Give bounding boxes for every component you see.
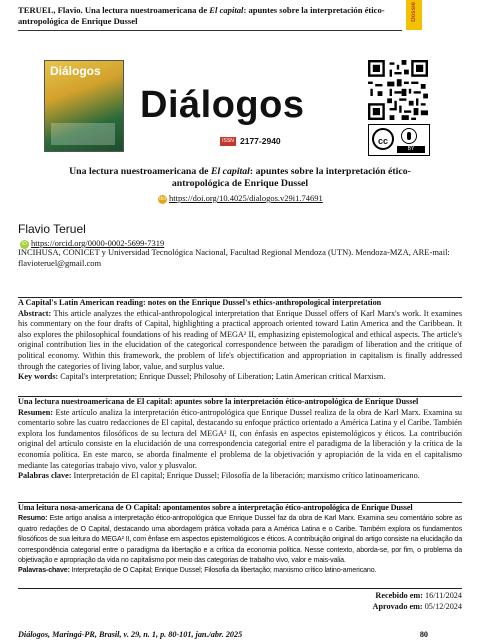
english-abstract-block (18, 298, 462, 383)
section-tab (406, 0, 422, 30)
qr-code-icon (368, 60, 428, 120)
article-title-prefix: Una lectura nuestroamericana de (69, 166, 211, 177)
attribution-icon (401, 128, 417, 144)
footer-citation: Diálogos, Maringá-PR, Brasil, v. 29, n. 1, p. 80-101, jan./abr. 2025 (18, 630, 243, 639)
cc-icon: cc (372, 128, 394, 150)
journal-cover-image (44, 60, 124, 152)
cover-title: Diálogos (50, 64, 101, 78)
portuguese-abstract: Este artigo analisa a interpretação ético-antropológica que Enrique Dussel faz da obra de Karl Marx. Examina seu comentário sobre as quatro redações de O Capital, destacando uma abordagem prática voltada para a América Latina e o Caribe. Também explora os fundamentos filosóficos de sua leitura do MEGA² II, com ênfase em aspectos epistemológicos e éticos. A contribuição original do artigo consiste na elucidação da correspondência categorial entre o paradigma da libertação e a crítica da economia política. Nesse contexto, aborda-se, por fim, o problema da objetivação e apropriação da vida no capitalismo por meio das categorias de trabalho vivo, valor e mais-valia. (18, 514, 463, 565)
approved-date (373, 601, 462, 612)
spanish-abstract-label: Resumen: (18, 407, 54, 417)
approved-label: Aprovado em: (372, 602, 423, 611)
issn-number: 2177-2940 (240, 136, 281, 146)
received-date (373, 590, 462, 601)
section-tab-label: Dossiê (411, 2, 417, 22)
portuguese-heading: Uma leitura nosa-americana de O Capital: apontamentos sobre a interpretação ético-antropológica de Enrique Dussel (18, 503, 413, 512)
article-title-suffix: : apuntes sobre la interpretación ético-antropológica de Enrique Dussel (171, 166, 411, 189)
article-title-italic: El capital (210, 166, 250, 177)
spanish-keywords: Interpretación de El capital; Enrique Dussel; Filosofía de la liberación; marxismo crítico latinoamericano. (73, 471, 420, 481)
header-divider (18, 30, 402, 31)
english-keywords: Capital's interpretation; Enrique Dussel; Philosohy of Liberation; Latin American critical Marxism. (60, 372, 386, 382)
doi-row (158, 193, 323, 204)
spanish-keywords-label: Palabras clave: (18, 471, 72, 481)
author-name: Flavio Teruel (18, 222, 86, 236)
received-label: Recebido em: (375, 591, 423, 600)
page-number: 80 (419, 630, 428, 639)
english-abstract-label: Abstract: (18, 308, 52, 318)
cover-subtitle-block (51, 123, 115, 145)
portuguese-keywords: Interpretação de O Capital; Enrique Dussel; Filosofia da libertação; marxismo crítico latino-americano. (71, 566, 377, 575)
spanish-abstract: Este artículo analiza la interpretación ético-antropológica que Enrique Dussel realiza de la obra de Karl Marx. Examina su comentario sobre las cuatro redacciones de El capital, destacando su enfoque práctico orientado a América Latina y el Caribe. También explora los fundamentos filosóficos de su lectura del MEGA² II, con énfasis en aspectos epistemológicos y éticos. La contribución original del artículo consiste en la elucidación de una correspondencia categorial entre el paradigma de la liberación y la crítica de la economía política. En este marco, se aborda finalmente el problema de la objetivación y apropiación de la vida en el capitalismo mediante las categorías trabajo vivo, valor y plusvalor. (18, 407, 462, 470)
citation-suffix: : apuntes sobre la interpretación ético-antropológica de Enrique Dussel (18, 5, 385, 26)
orcid-icon: iD (20, 240, 29, 249)
article-title (60, 166, 420, 190)
running-citation (18, 5, 398, 27)
author-affiliation: INCIHUSA, CONICET y Universidad Tecnológica Nacional, Facultad Regional Mendoza (UTN). Mendoza-MZA, ARE-mail: flavioteruel@gmail.com (18, 247, 450, 268)
submission-dates (373, 590, 462, 612)
spanish-abstract-block (18, 397, 462, 482)
english-keywords-label: Key words: (18, 372, 59, 382)
spanish-heading: Una lectura nuestroamericana de El capital: apuntes sobre la interpretación ético-antropológica de Enrique Dussel (18, 397, 419, 406)
approved-value: 05/12/2024 (424, 602, 462, 611)
english-abstract: This article analyzes the ethical-anthropological interpretation that Enrique Dussel offers of Karl Marx's work. It examines his commentary on the four drafts of Capital, highlighting a practical approach oriented toward Latin America and the Caribbean. It also explores the philosophical foundations of his reading of MEGA² II, emphasizing epistemological and ethical aspects. The article's original contribution lies in the elucidation of the categorical correspondence between the paradigm of liberation and the critique of political economy. Within this framework, the problem of life's objectification and appropriation in capitalism is finally addressed through the categories of living labor, value, and surplus value. (18, 308, 462, 371)
doi-icon: doi (159, 195, 166, 202)
orcid-link[interactable]: https://orcid.org/0000-0002-5699-7319 (31, 238, 165, 248)
section-divider (18, 588, 462, 589)
portuguese-abstract-label: Resumo: (18, 514, 48, 523)
citation-italic: El capital (209, 5, 244, 15)
portuguese-abstract-block (18, 503, 462, 576)
doi-link[interactable]: https://doi.org/10.4025/dialogos.v29i1.74691 (169, 193, 323, 203)
received-value: 16/11/2024 (425, 591, 462, 600)
license-by-label: BY (397, 146, 425, 153)
journal-title: Diálogos (140, 84, 305, 126)
portuguese-keywords-label: Palavras-chave: (18, 566, 70, 575)
issn-icon: ISSN (220, 137, 236, 146)
citation-prefix: TERUEL, Flavio. Una lectura nuestroamericana de (18, 5, 210, 15)
license-badge[interactable] (368, 124, 430, 156)
english-heading: A Capital's Latin American reading: notes on the Enrique Dussel's ethics-anthropological interpretation (18, 298, 382, 307)
